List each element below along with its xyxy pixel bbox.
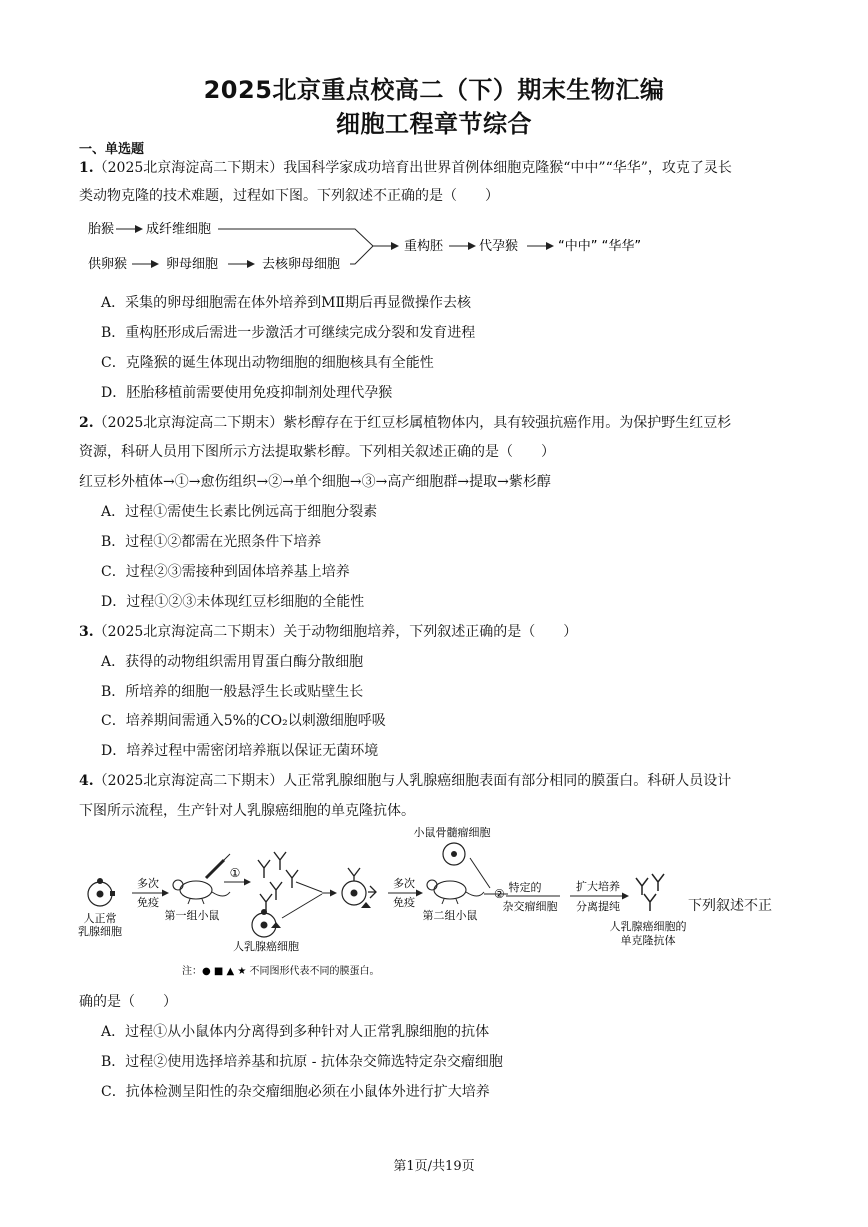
- q1-d-c1: 重构胚: [404, 239, 444, 254]
- q3-number: 3.: [79, 624, 94, 640]
- arrow-myeloma: [470, 858, 490, 888]
- join-line-bottom: [350, 246, 373, 264]
- section-heading: 一、单选题: [79, 142, 145, 157]
- q4-d-normal1: 人正常: [83, 912, 117, 925]
- q1-d-a1: 胎猴: [88, 222, 115, 237]
- q4-d-imm1: 多次: [137, 877, 159, 890]
- q4-antibody-diagram: [78, 822, 690, 980]
- antibodies-icon: [258, 852, 298, 912]
- normal-cell-icon: [88, 878, 115, 906]
- q2-option-a: A．过程①需使生长素比例远高于细胞分裂素: [101, 504, 378, 520]
- q4-d-note: 注：● ■ ▲ ★ 不同图形代表不同的膜蛋白。: [182, 966, 380, 977]
- doc-title-line1: 2025北京重点校高二（下）期末生物汇编: [203, 76, 665, 104]
- q3-option-c: C．培养期间需通入5%的CO₂以刺激细胞呼吸: [101, 713, 386, 729]
- q3-option-a: A．获得的动物组织需用胃蛋白酶分散细胞: [101, 654, 364, 670]
- q4-option-c: C．抗体检测呈阳性的杂交瘤细胞必须在小鼠体外进行扩大培养: [101, 1084, 490, 1100]
- q4-d-step2: ②: [494, 887, 505, 901]
- myeloma-cell-icon: [443, 843, 465, 865]
- q4-option-b: B．过程②使用选择培养基和抗原 - 抗体杂交筛选特定杂交瘤细胞: [101, 1054, 503, 1070]
- q3-stem-line1: 3.（2025北京海淀高二下期末）关于动物细胞培养，下列叙述正确的是（ ）: [79, 624, 578, 640]
- monoclonal-antibody-icon: [636, 874, 664, 911]
- q4-d-imm3: 多次: [393, 877, 415, 890]
- doc-title-line2: 细胞工程章节综合: [336, 110, 532, 138]
- q4-option-a: A．过程①从小鼠体内分离得到多种针对人正常乳腺细胞的抗体: [101, 1024, 490, 1040]
- q1-d-b2: 卵母细胞: [166, 257, 219, 272]
- q1-d-a2: 成纤维细胞: [146, 222, 212, 237]
- q1-stem-line2: 类动物克隆的技术难题，过程如下图。下列叙述不正确的是（ ）: [79, 188, 499, 204]
- q2-number: 2.: [79, 415, 94, 431]
- q4-d-hyb2: 杂交瘤细胞: [502, 900, 558, 913]
- q1-option-b: B．重构胚形成后需进一步激活才可继续完成分裂和发育进程: [101, 325, 476, 341]
- q2-stem-line2: 资源，科研人员用下图所示方法提取紫杉醇。下列相关叙述正确的是（ ）: [79, 444, 555, 460]
- q4-d-imm2: 免疫: [137, 896, 159, 909]
- q4-stem-line1: 4.（2025北京海淀高二下期末）人正常乳腺细胞与人乳腺癌细胞表面有部分相同的膜蛋白。科研人员设计: [79, 773, 732, 789]
- cancer-cell-icon: [252, 909, 281, 937]
- q4-d-myeloma: 小鼠骨髓瘤细胞: [413, 826, 491, 839]
- q4-d-imm4: 免疫: [393, 896, 415, 909]
- q3-option-d: D．培养过程中需密闭培养瓶以保证无菌环境: [101, 743, 379, 759]
- q4-number: 4.: [79, 773, 94, 789]
- q4-d-exp1: 扩大培养: [576, 880, 620, 893]
- q1-d-b1: 供卵猴: [88, 257, 128, 272]
- q4-d-step1: ①: [229, 866, 241, 880]
- q1-option-a: A．采集的卵母细胞需在体外培养到MⅡ期后再显微操作去核: [101, 295, 471, 311]
- mouse-icon-2: [427, 880, 484, 904]
- q2-option-c: C．过程②③需接种到固体培养基上培养: [101, 564, 350, 580]
- q2-option-d: D．过程①②③未体现红豆杉细胞的全能性: [101, 594, 365, 610]
- q1-d-b3: 去核卵母细胞: [262, 257, 341, 272]
- q2-option-b: B．过程①②都需在光照条件下培养: [101, 534, 322, 550]
- q2-stem-line1: 2.（2025北京海淀高二下期末）紫杉醇存在于红豆杉属植物体内，具有较强抗癌作用。为保护野生红豆杉: [79, 415, 732, 431]
- q4-d-normal2: 乳腺细胞: [78, 925, 122, 938]
- q1-option-d: D．胚胎移植前需要使用免疫抑制剂处理代孕猴: [101, 385, 393, 401]
- q3-option-b: B．所培养的细胞一般悬浮生长或贴壁生长: [101, 684, 364, 700]
- mouse-icon: [173, 880, 230, 904]
- q1-cloning-diagram: [80, 212, 700, 278]
- q1-option-c: C．克隆猴的诞生体现出动物细胞的细胞核具有全能性: [101, 355, 434, 371]
- q1-d-c2: 代孕猴: [479, 239, 519, 254]
- q4-d-hyb1: 特定的: [508, 881, 542, 894]
- q4-d-ab2: 单克隆抗体: [620, 934, 676, 947]
- arrow-merge-1: [296, 882, 322, 892]
- q4-d-mouse1: 第一组小鼠: [164, 909, 220, 922]
- q4-stem-line2: 下图所示流程，生产针对人乳腺癌细胞的单克隆抗体。: [79, 803, 415, 819]
- q4-d-cancer: 人乳腺癌细胞: [233, 940, 299, 953]
- q1-stem-line1: 1.（2025北京海淀高二下期末）我国科学家成功培育出世界首例体细胞克隆猴“中中”“华华”，攻克了灵长: [79, 160, 732, 176]
- q4-d-ab1: 人乳腺癌细胞的: [609, 920, 687, 933]
- arrow-merge-2: [282, 894, 322, 918]
- q4-d-mouse2: 第二组小鼠: [422, 909, 478, 922]
- q1-number: 1.: [79, 160, 94, 176]
- q4-stem-trail: 下列叙述不正: [688, 898, 772, 914]
- q4-d-exp2: 分离提纯: [576, 900, 620, 913]
- bound-cell-icon: [342, 868, 376, 908]
- syringe-icon: [206, 854, 230, 878]
- join-line-top: [218, 229, 373, 246]
- q2-flow: 红豆杉外植体→①→愈伤组织→②→单个细胞→③→高产细胞群→提取→紫杉醇: [79, 474, 551, 490]
- q4-stem-line3: 确的是（ ）: [79, 994, 177, 1010]
- page-footer: 第1页/共19页: [393, 1159, 475, 1174]
- q1-d-c3: “中中” “华华”: [558, 239, 642, 254]
